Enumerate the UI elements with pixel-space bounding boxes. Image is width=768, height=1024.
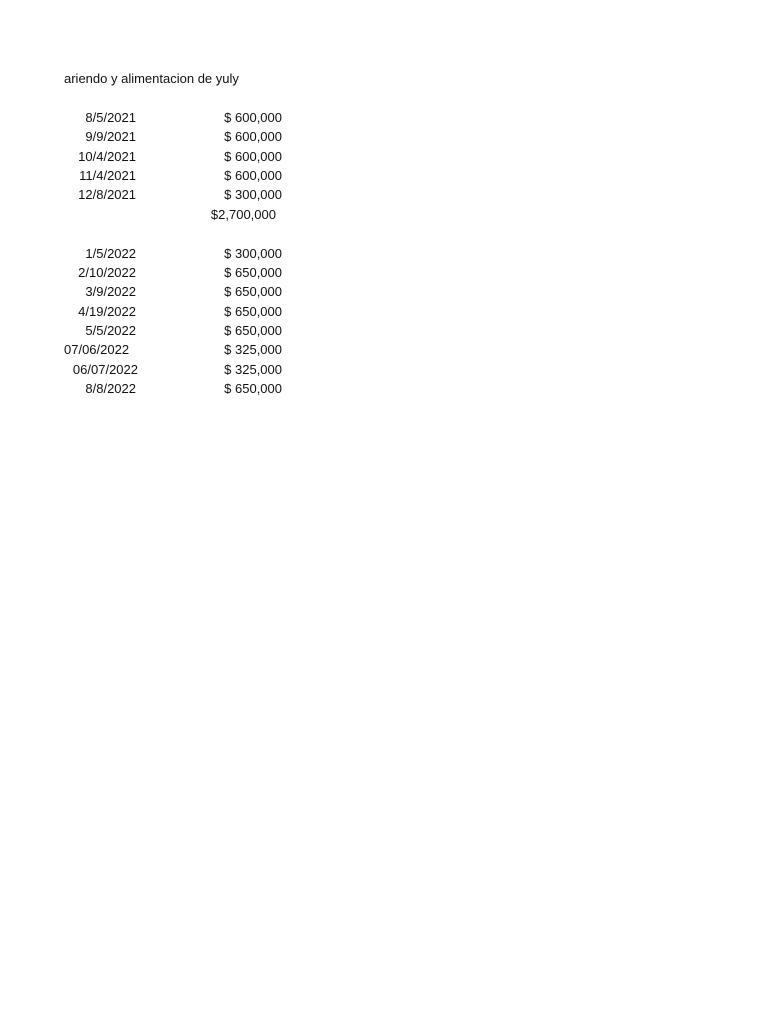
- payment-amount: $ 600,000: [224, 110, 282, 125]
- payment-date: 1/5/2022: [85, 246, 136, 261]
- payment-row: [0, 185, 300, 204]
- payment-date: 3/9/2022: [85, 284, 136, 299]
- payment-amount: $ 325,000: [224, 362, 282, 377]
- payment-amount: $ 300,000: [224, 246, 282, 261]
- total-row: [0, 205, 300, 224]
- payment-amount: $ 325,000: [224, 342, 282, 357]
- sheet-title: ariendo y alimentacion de yuly: [64, 71, 239, 86]
- payment-amount: $ 650,000: [224, 265, 282, 280]
- payment-amount: $ 600,000: [224, 168, 282, 183]
- payment-date: 4/19/2022: [78, 304, 136, 319]
- payment-amount: $ 650,000: [224, 381, 282, 396]
- payment-row: [0, 360, 300, 379]
- payment-row: [0, 282, 300, 301]
- payment-row: [0, 321, 300, 340]
- payment-date: 11/4/2021: [79, 168, 136, 183]
- payment-date: 9/9/2021: [85, 129, 136, 144]
- payment-date: 07/06/2022: [64, 342, 130, 357]
- payment-amount: $ 600,000: [224, 129, 282, 144]
- payment-date: 06/07/2022: [72, 362, 138, 377]
- payment-date: 8/5/2021: [85, 110, 136, 125]
- payment-amount: $ 650,000: [224, 323, 282, 338]
- payment-date: 5/5/2022: [85, 323, 136, 338]
- payment-amount: $ 600,000: [224, 149, 282, 164]
- payment-date: 8/8/2022: [85, 381, 136, 396]
- payment-row: [0, 340, 300, 359]
- payment-date: 10/4/2021: [78, 149, 136, 164]
- payment-row: [0, 244, 300, 263]
- payment-amount: $ 650,000: [224, 284, 282, 299]
- payment-row: [0, 166, 300, 185]
- payment-date: 12/8/2021: [78, 187, 136, 202]
- payment-row: [0, 263, 300, 282]
- payment-amount: $ 650,000: [224, 304, 282, 319]
- payment-row: [0, 108, 300, 127]
- payment-amount: $ 300,000: [224, 187, 282, 202]
- payment-row: [0, 302, 300, 321]
- payment-row: [0, 379, 300, 398]
- total-amount: $2,700,000: [210, 207, 276, 222]
- payment-row: [0, 147, 300, 166]
- payment-row: [0, 127, 300, 146]
- payment-date: 2/10/2022: [78, 265, 136, 280]
